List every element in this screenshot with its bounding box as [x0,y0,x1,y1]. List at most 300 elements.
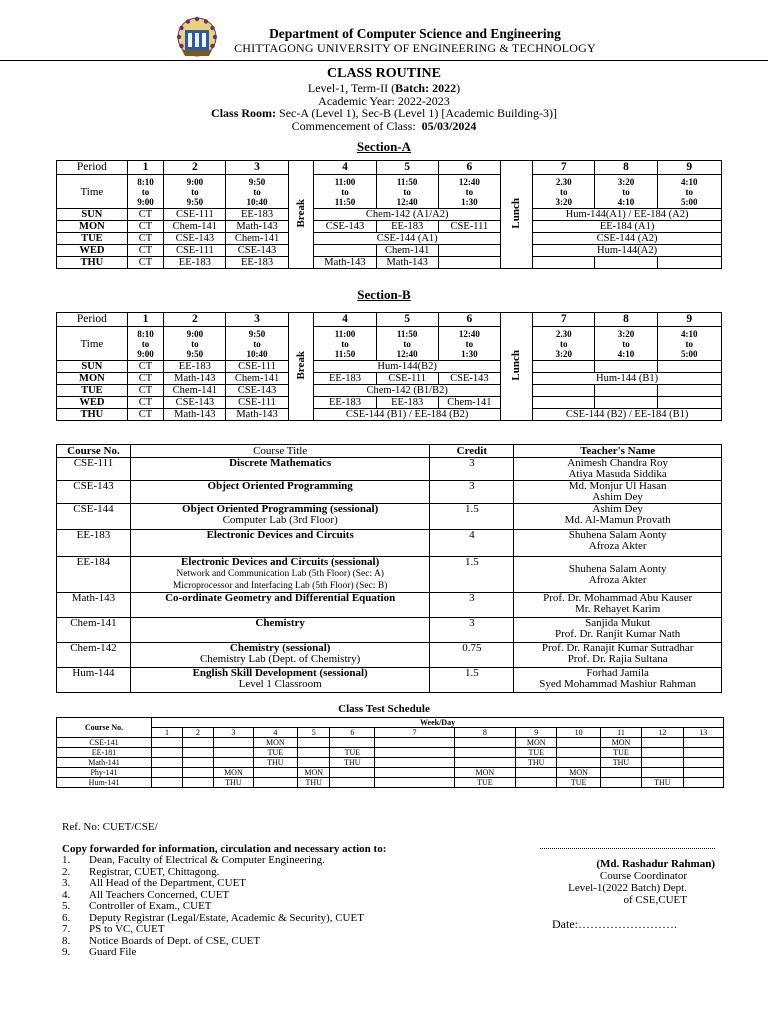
ct-week-cell: 5 [297,728,330,738]
list-item-text: Controller of Exam., CUET [89,900,212,912]
time-1: 8:10 to 9:00 [127,327,163,361]
course-no: Chem-141 [57,618,131,643]
period-2: 2 [164,313,226,327]
day-label: MON [57,373,128,385]
ct-cell [375,778,454,788]
section-a-title: Section-A [356,139,412,154]
table-row [57,738,724,748]
course-title: Object Oriented Programming [130,481,430,504]
ct-cell [454,758,515,768]
ct-cell: TUE [557,778,600,788]
routine-cell: EE-183 [376,221,438,233]
list-item-number: 2. [62,865,71,878]
section-a-routine [56,160,722,269]
routine-cell [438,245,500,257]
ct-cell [375,758,454,768]
ct-cell: MON [454,768,515,778]
course-no: CSE-144 [57,504,131,530]
table-row [57,768,724,778]
routine-cell: CSE-111 [164,209,226,221]
course-title: Electronic Devices and Circuits (sessional) Network and Communication Lab (5th Floor) (Sec: A) Microprocessor and Interfacing Lab (5th Floor) (Sec: B) [130,557,430,593]
period-2: 2 [164,161,226,175]
ct-course: Math-141 [57,758,152,768]
routine-row-tue [57,233,722,245]
period-label: Period [57,313,128,327]
course-title: Object Oriented Programming (sessional) Computer Lab (3rd Floor) [130,504,430,530]
routine-cell: Hum-144(A2) [533,245,722,257]
ct-cell [600,778,641,788]
routine-cell: CSE-111 [164,245,226,257]
ct-cell [214,758,254,768]
ct-cell: MON [515,738,556,748]
day-label: THU [57,409,128,421]
routine-cell: CSE-111 [376,373,438,385]
routine-cell: Chem-141 [226,373,288,385]
routine-cell: CSE-111 [226,397,288,409]
list-item-number: 7. [62,923,71,935]
routine-cell: CSE-144 (B2) / EE-184 (B1) [533,409,722,421]
course-teachers: Forhad Jamila Syed Mohammad Mashiur Rahman [514,668,722,693]
time-8: 3:20 to 4:10 [595,327,657,361]
ct-week-cell: 7 [375,728,454,738]
list-item-text: Dean, Faculty of Electrical & Computer Engineering. [89,854,325,866]
ct-week-cell: 6 [330,728,375,738]
routine-cell: CT [127,361,163,373]
list-item-number: 5. [62,900,71,912]
ct-cell [454,738,515,748]
table-row [57,504,722,530]
period-1: 1 [127,161,163,175]
ct-cell [557,748,600,758]
list-item [62,901,364,913]
course-table [56,444,722,693]
time-7: 2.30 to 3:20 [533,327,595,361]
routine-cell: CT [127,409,163,421]
ct-week-cell: 12 [642,728,683,738]
routine-cell [595,385,657,397]
day-label: SUN [57,361,128,373]
routine-cell: Chem-142 (A1/A2) [314,209,501,221]
routine-cell: Chem-141 [164,385,226,397]
course-title: Electronic Devices and Circuits [130,530,430,557]
ct-cell [375,738,454,748]
commencement-line [0,120,768,133]
ct-week-cell: 1 [152,728,183,738]
list-item-text: All Head of the Department, CUET [89,877,247,889]
ct-cell [183,748,214,758]
course-credit: 1.5 [430,557,514,593]
ct-cell [214,738,254,748]
list-item-text: Guard File [89,946,137,958]
course-teachers: Shuhena Salam Aonty Afroza Akter [514,530,722,557]
routine-cell: CSE-111 [226,361,288,373]
routine-cell [533,397,595,409]
academic-year: Academic Year: 2022-2023 [318,94,450,108]
table-row [57,668,722,693]
period-7: 7 [533,161,595,175]
time-3: 9:50 to 10:40 [226,327,288,361]
time-5: 11:50 to 12:40 [376,175,438,209]
copy-heading: Copy forwarded for information, circulation and necessary action to: [62,843,387,855]
routine-cell [657,397,721,409]
period-4: 4 [314,313,376,327]
ct-course: EE-181 [57,748,152,758]
routine-cell: CT [127,385,163,397]
lunch-label: Lunch [510,197,523,229]
university-name: CHITTAGONG UNIVERSITY OF ENGINEERING & TECHNOLOGY [234,41,596,55]
department-name: Department of Computer Science and Engineering [269,26,561,41]
cuet-logo [176,16,218,60]
course-no: EE-183 [57,530,131,557]
ct-cell [297,738,330,748]
course-credit: 1.5 [430,504,514,530]
ct-cell [375,748,454,758]
routine-row-thu [57,409,722,421]
ct-week-cell: 13 [683,728,724,738]
period-8: 8 [595,313,657,327]
table-row [57,618,722,643]
routine-cell [533,385,595,397]
commencement-date: 05/03/2024 [421,119,477,133]
ct-cell [375,768,454,778]
course-no: Chem-142 [57,643,131,668]
period-6: 6 [438,161,500,175]
table-row [57,557,722,593]
routine-cell [314,245,376,257]
course-no: CSE-143 [57,481,131,504]
list-item-number: 9. [62,946,71,958]
time-9: 4:10 to 5:00 [657,327,721,361]
routine-cell: CT [127,373,163,385]
course-credit: 1.5 [430,668,514,693]
time-3: 9:50 to 10:40 [226,175,288,209]
copy-list [62,855,364,959]
routine-cell: Chem-141 [226,233,288,245]
course-credit: 3 [430,458,514,481]
ct-cell [515,778,556,788]
ct-course: Phy-141 [57,768,152,778]
routine-cell: CT [127,245,163,257]
ref-number: Ref. No: CUET/CSE/ [62,821,158,833]
signatory-title: Course Coordinator [599,870,687,882]
time-label: Time [57,327,128,361]
ct-cell: THU [515,758,556,768]
batch-text: Batch: 2022 [395,81,457,95]
ct-cell [183,738,214,748]
ct-cell [183,758,214,768]
routine-cell: EE-183 [376,397,438,409]
course-title: Chemistry [130,618,430,643]
header-divider [0,60,768,61]
list-item [62,947,364,959]
ct-cell [152,778,183,788]
course-no: Hum-144 [57,668,131,693]
routine-cell: Chem-141 [164,221,226,233]
day-label: TUE [57,233,128,245]
ct-cell: MON [253,738,297,748]
routine-cell: CT [127,221,163,233]
routine-row-sun [57,361,722,373]
list-item-text: All Teachers Concerned, CUET [89,888,230,901]
break-label: Break [294,350,307,380]
period-6: 6 [438,313,500,327]
ct-cell [683,748,724,758]
ct-cell [152,738,183,748]
list-item-text: PS to VC, CUET [89,923,165,935]
list-item [62,924,364,936]
break-label: Break [294,198,307,228]
routine-cell: EE-183 [164,361,226,373]
routine-row-tue [57,385,722,397]
ct-cell: THU [297,778,330,788]
list-item-number: 4. [62,888,71,901]
time-label: Time [57,175,128,209]
ct-cell: TUE [515,748,556,758]
routine-cell: Math-143 [164,373,226,385]
course-title: English Skill Development (sessional) Level 1 Classroom [130,668,430,693]
ct-week-cell: 3 [214,728,254,738]
ct-cell [297,758,330,768]
course-teachers: Ashim Dey Md. Al-Mamun Provath [514,504,722,530]
time-2: 9:00 to 9:50 [164,327,226,361]
ct-cell [330,778,375,788]
course-credit: 3 [430,481,514,504]
list-item [62,855,364,867]
period-4: 4 [314,161,376,175]
commencement-label: Commencement of Class: [291,119,416,133]
section-b-routine [56,312,722,421]
ct-course: Hum-141 [57,778,152,788]
ct-cell [683,738,724,748]
ct-cell [152,768,183,778]
ct-cell: MON [557,768,600,778]
routine-cell [595,361,657,373]
routine-cell: EE-183 [314,397,376,409]
signature-line [540,848,715,849]
ct-cell: TUE [600,748,641,758]
ct-cell [642,758,683,768]
classroom-value: Sec-A (Level 1), Sec-B (Level 1) [Academic Building-3)] [279,106,557,120]
routine-cell: EE-183 [314,373,376,385]
course-no: EE-184 [57,557,131,593]
routine-row-sun [57,209,722,221]
routine-cell: CT [127,233,163,245]
course-teachers: Sanjida Mukut Prof. Dr. Ranjit Kumar Nath [514,618,722,643]
table-row [57,530,722,557]
routine-cell [595,397,657,409]
break-column [288,161,314,269]
routine-cell: Chem-141 [438,397,500,409]
ct-cell: THU [253,758,297,768]
routine-cell: CT [127,397,163,409]
list-item [62,878,364,890]
ct-course: CSE-141 [57,738,152,748]
ct-week-cell: 8 [454,728,515,738]
routine-cell: Math-143 [314,257,376,269]
period-5: 5 [376,313,438,327]
ct-cell: THU [642,778,683,788]
day-label: TUE [57,385,128,397]
ct-course-header: Course No. [57,718,152,738]
table-row [57,458,722,481]
ct-cell [330,738,375,748]
lunch-column [500,313,532,421]
period-9: 9 [657,161,721,175]
course-teachers: Shuhena Salam Aonty Afroza Akter [514,557,722,593]
routine-cell: CSE-143 [314,221,376,233]
ct-cell [330,768,375,778]
routine-cell: CSE-144 (A2) [533,233,722,245]
ct-cell [642,748,683,758]
routine-cell: CSE-111 [438,221,500,233]
period-7: 7 [533,313,595,327]
routine-row-mon [57,373,722,385]
teacher-header: Teacher's Name [514,445,722,458]
ct-cell [253,768,297,778]
period-5: 5 [376,161,438,175]
ct-cell: THU [600,758,641,768]
ct-cell [152,758,183,768]
ct-week-row [57,728,724,738]
course-credit: 0.75 [430,643,514,668]
time-5: 11:50 to 12:40 [376,327,438,361]
ct-cell [642,768,683,778]
ct-cell [183,778,214,788]
routine-cell: Math-143 [226,409,288,421]
routine-row-wed [57,397,722,409]
routine-cell: EE-183 [226,257,288,269]
ct-cell [515,768,556,778]
list-item-number: 8. [62,934,71,947]
ct-cell [297,748,330,758]
course-teachers: Animesh Chandra Roy Atiya Masuda Siddika [514,458,722,481]
ct-cell [557,738,600,748]
level-text: Level-1, Term-II ( [307,81,396,95]
ct-cell [152,748,183,758]
ct-cell [183,768,214,778]
routine-cell: Hum-144(A1) / EE-184 (A2) [533,209,722,221]
course-credit: 3 [430,593,514,618]
ct-week-cell: 9 [515,728,556,738]
day-label: SUN [57,209,128,221]
time-6: 12:40 to 1:30 [438,175,500,209]
section-b-title: Section-B [357,287,411,302]
level-suffix: ) [456,81,461,95]
signatory-dept: of CSE,CUET [623,894,687,906]
course-teachers: Md. Monjur Ul Hasan Ashim Dey [514,481,722,504]
routine-cell: CT [127,257,163,269]
list-item-text: Deputy Registrar (Legal/Estate, Academic & Security), CUET [89,911,364,924]
routine-cell: EE-183 [164,257,226,269]
classroom-label: Class Room: [211,106,277,120]
ct-body [57,738,724,788]
table-row [57,481,722,504]
routine-cell: CSE-143 [164,397,226,409]
class-test-table [56,717,724,788]
lunch-column [500,161,532,269]
course-teachers: Prof. Dr. Ranajit Kumar Sutradhar Prof. Dr. Rajia Sultana [514,643,722,668]
time-9: 4:10 to 5:00 [657,175,721,209]
ct-cell [683,768,724,778]
ct-cell [214,748,254,758]
period-9: 9 [657,313,721,327]
routine-cell: Hum-144(B2) [314,361,501,373]
routine-cell: CSE-144 (A1) [314,233,501,245]
course-teachers: Prof. Dr. Mohammad Abu Kauser Mr. Rehayet Karim [514,593,722,618]
break-column [288,313,314,421]
routine-row-mon [57,221,722,233]
course-credit: 4 [430,530,514,557]
ct-cell: TUE [330,748,375,758]
course-title: Co-ordinate Geometry and Differential Equation [130,593,430,618]
time-7: 2.30 to 3:20 [533,175,595,209]
routine-cell: EE-184 (A1) [533,221,722,233]
course-no-header: Course No. [57,445,131,458]
routine-cell: CSE-143 [164,233,226,245]
ct-cell: MON [297,768,330,778]
period-label: Period [57,161,128,175]
ct-cell [683,758,724,768]
ct-cell [642,738,683,748]
table-row [57,778,724,788]
routine-cell: Chem-142 (B1/B2) [314,385,501,397]
ct-cell: THU [214,778,254,788]
routine-cell: Math-143 [376,257,438,269]
routine-cell [438,257,500,269]
course-no: CSE-111 [57,458,131,481]
signatory-level: Level-1(2022 Batch) Dept. [568,882,687,894]
ct-week-cell: 2 [183,728,214,738]
routine-cell: Chem-141 [376,245,438,257]
ct-cell: TUE [253,748,297,758]
routine-cell: EE-183 [226,209,288,221]
ct-cell: TUE [454,778,515,788]
routine-cell: CT [127,209,163,221]
ct-cell: MON [214,768,254,778]
ct-week-cell: 4 [253,728,297,738]
routine-cell: CSE-144 (B1) / EE-184 (B2) [314,409,501,421]
ct-cell [600,768,641,778]
period-8: 8 [595,161,657,175]
course-no: Math-143 [57,593,131,618]
period-3: 3 [226,161,288,175]
time-6: 12:40 to 1:30 [438,327,500,361]
day-label: MON [57,221,128,233]
class-test-title: Class Test Schedule [338,703,430,715]
table-row [57,758,724,768]
time-4: 11:00 to 11:50 [314,175,376,209]
list-item-text: Notice Boards of Dept. of CSE, CUET [89,934,261,947]
list-item-number: 6. [62,911,71,924]
routine-cell: CSE-143 [438,373,500,385]
ct-cell [683,778,724,788]
routine-cell [533,361,595,373]
list-item-text: Registrar, CUET, Chittagong. [89,865,220,878]
routine-cell [657,361,721,373]
period-3: 3 [226,313,288,327]
routine-row-thu [57,257,722,269]
routine-cell: CSE-143 [226,245,288,257]
routine-cell: Math-143 [226,221,288,233]
course-title-header: Course Title [130,445,430,458]
routine-cell: Math-143 [164,409,226,421]
routine-cell [657,257,721,269]
time-1: 8:10 to 9:00 [127,175,163,209]
routine-cell [533,257,595,269]
ct-cell [253,778,297,788]
period-1: 1 [127,313,163,327]
table-row [57,748,724,758]
